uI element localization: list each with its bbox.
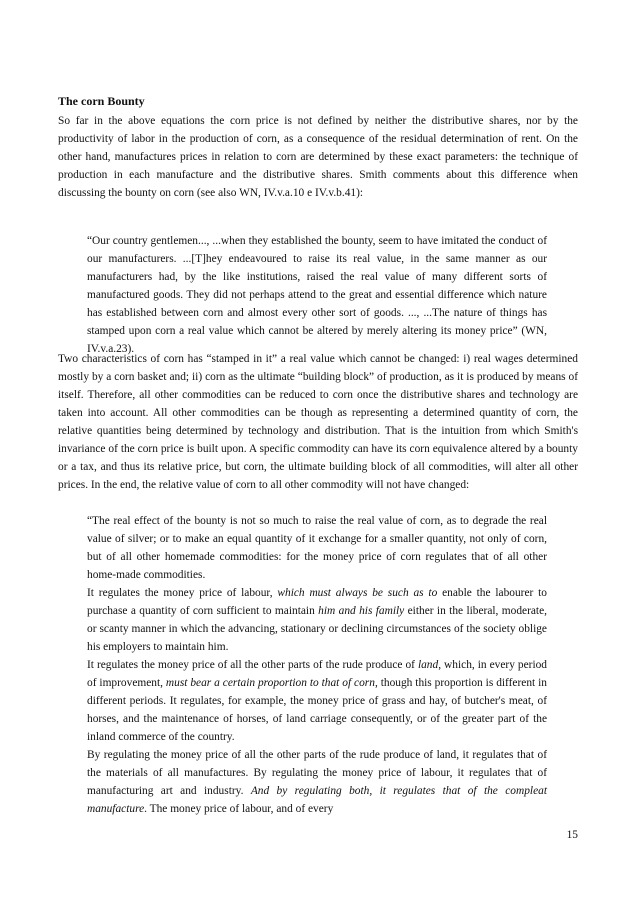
block-quote-5 (87, 746, 547, 818)
quote-3-text-e: either in the liberal, moderate, or scanty manner in which the advancing, stationary or declining circumstances of the society oblige his employers to maintain him. (87, 605, 547, 653)
quote-4-text-c: , which, in every period of improvement, (87, 659, 547, 689)
section-heading: The corn Bounty (58, 94, 145, 108)
quote-4-text-e: , though this proportion is different in different periods. It regulates, for example, the money price of grass and hay, of butcher's meat, of horses, and the maintenance of horses, of land carriage consequently, or of the greater part of the inland commerce of the country. (87, 677, 547, 743)
quote-3-text-c: enable the labourer to purchase a quantity of corn sufficient to maintain (87, 587, 547, 617)
block-quote-2: “The real effect of the bounty is not so much to raise the real value of corn, as to degrade the real value of silver; or to make an equal quantity of it exchange for a smaller quantity, not only of corn, but of all other homemade commodities: for the money price of corn regulates that of all other home-made commodities. (87, 515, 547, 581)
block-quote-1: “Our country gentlemen..., ...when they established the bounty, seem to have imitated the conduct of our manufacturers. ...[T]hey endeavoured to raise its real value, in the same manner as our manufacturers had, by the like institutions, raised the real value of many different sorts of manufactured goods. They did not perhaps attend to the great and essential difference which nature has established between corn and almost every other sort of goods. ..., ...The nature of things has stamped upon corn a real value which cannot be altered by merely altering its money price” (WN, IV.v.a.23). (87, 235, 547, 355)
quote-5-emphasis: And by regulating both, it regulates that of the compleat manufacture (87, 785, 547, 815)
quote-5-text-a: By regulating the money price of all the other parts of the rude produce of land, it regulates that of the materials of all manufactures. By regulating the money price of labour, it regulates that of manufacturing art and industry. (87, 749, 547, 797)
quote-5-text-c: . The money price of labour, and of every (144, 803, 334, 815)
block-quote-4 (87, 656, 547, 746)
quote-4-emphasis-1: land (417, 659, 439, 671)
quote-3-text-a: It regulates the money price of labour, (87, 587, 278, 599)
quote-4-emphasis-2: must bear a certain proportion to that of corn (165, 677, 375, 689)
quote-3-emphasis-1: which must always be such as to (277, 587, 438, 599)
body-paragraph: Two characteristics of corn has “stamped in it” a real value which cannot be changed: i) real wages determined mostly by a corn basket and; ii) corn as the ultimate “building block” of production, as it is produced by means of itself. Therefore, all other commodities can be reduced to corn once the distributive shares and technology are taken into account. All other commodities can be though as representing a determined quantity of corn, the relative quantities being determined by technology and distribution. That is the intuition from which Smith's invariance of the corn price is built upon. A specific commodity can have its corn equivalence altered by a bounty or a tax, and thus its relative price, but corn, the ultimate building block of all commodities, will alter all other prices. In the end, the relative value of corn to all other commodity will not have changed: (58, 353, 578, 491)
page-number: 15 (566, 829, 578, 841)
quote-3-emphasis-2: him and his family (318, 605, 405, 617)
block-quote-3 (87, 584, 547, 656)
intro-paragraph: So far in the above equations the corn price is not defined by neither the distributive shares, nor by the productivity of labor in the production of corn, as a consequence of the residual determination of rent. On the other hand, manufactures prices in relation to corn are determined by these exact parameters: the technique of production in each manufacture and the distributive shares. Smith comments about this difference when discussing the bounty on corn (see also WN, IV.v.a.10 e IV.v.b.41): (58, 115, 578, 199)
quote-4-text-a: It regulates the money price of all the other parts of the rude produce of (87, 659, 418, 671)
